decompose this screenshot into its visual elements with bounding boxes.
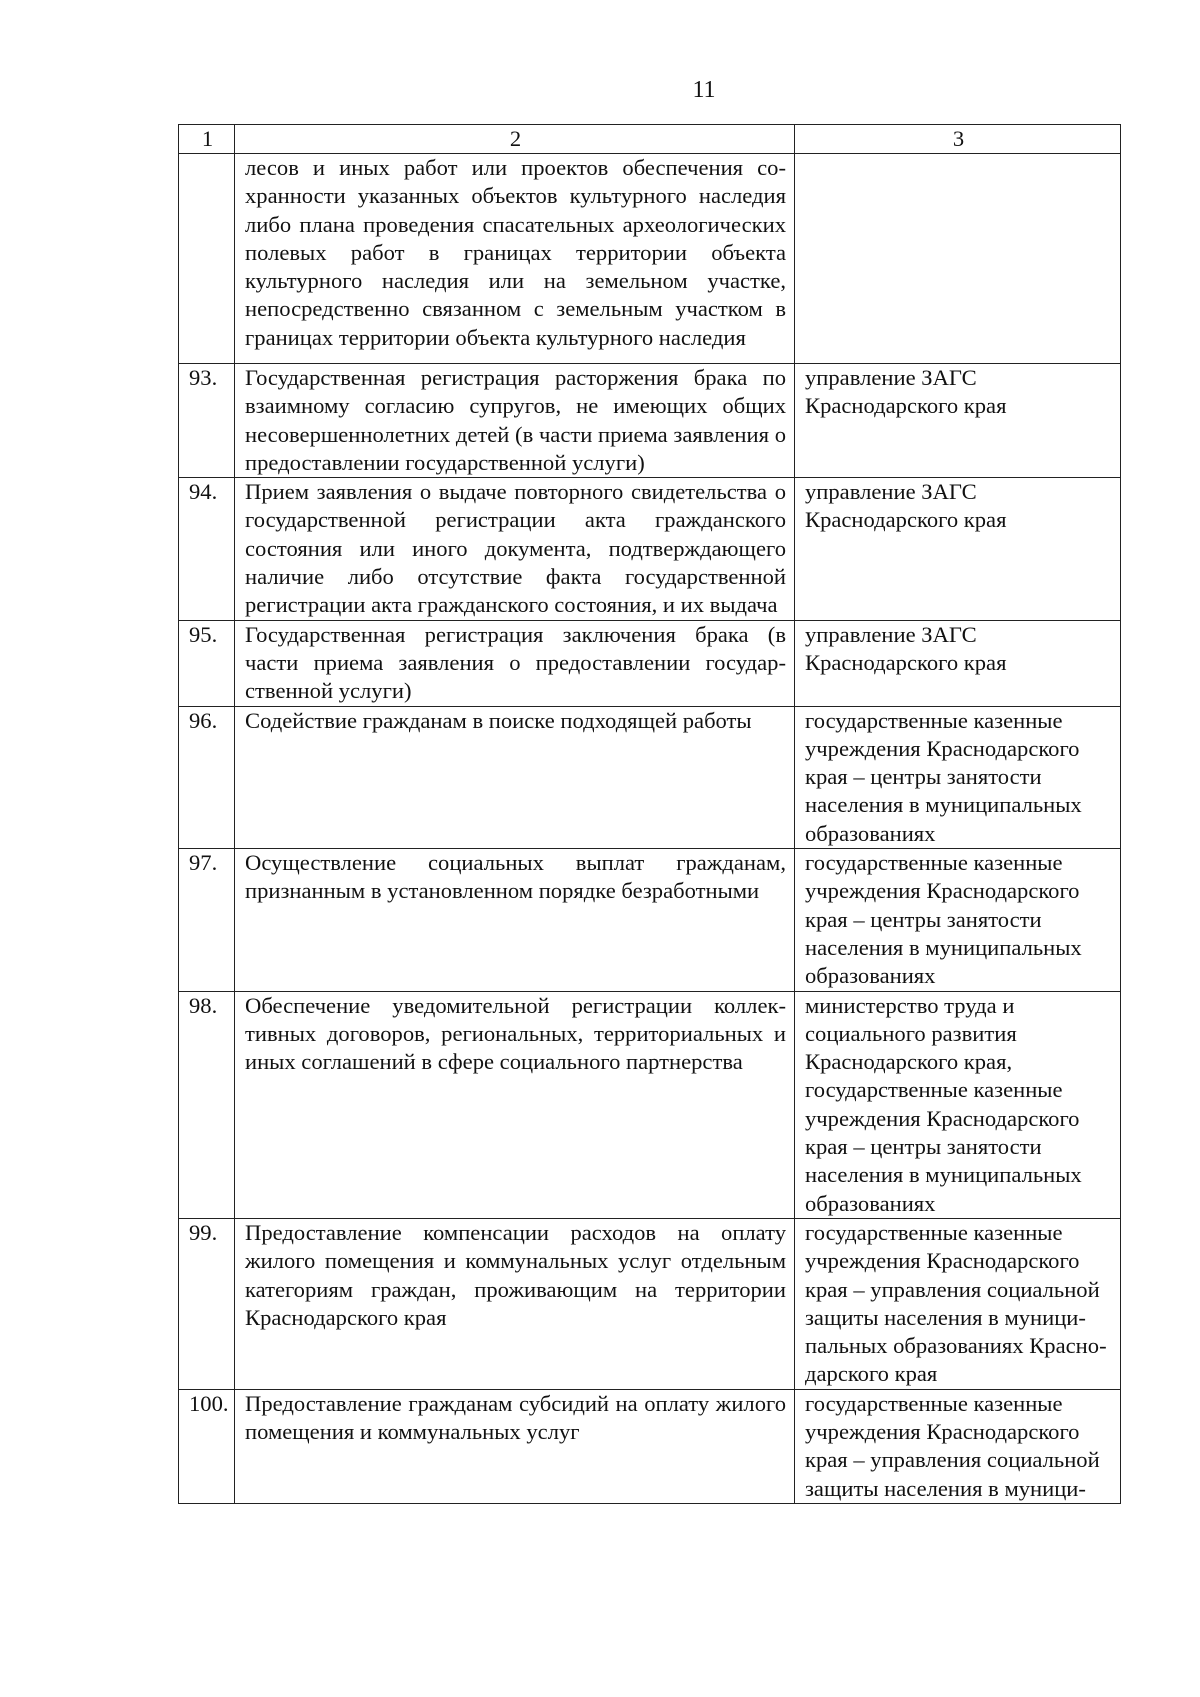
row-number: 95. — [179, 620, 235, 706]
service-description: Прием заявления о выдаче повторного свидетельства о государственной регистрации акта гражданского состояния или иного документа, подтверждающего наличие либо отсутствие факта государственной регистрации акта гражданского состояния, и их выдача — [235, 478, 795, 620]
table-row — [179, 991, 1121, 1218]
column-header-1: 1 — [179, 125, 235, 154]
responsible-organization: министерство труда и социального развития Краснодарского края, государственные казенные учреждения Краснодарского края – центры занятости населения в муниципальных образованиях — [795, 991, 1121, 1218]
page-number: 11 — [692, 77, 716, 103]
row-number: 100. — [179, 1389, 235, 1503]
table-row — [179, 1389, 1121, 1503]
service-description: Предоставление компенсации расходов на оплату жилого помещения и коммунальных услуг отдельным категориям граждан, проживающим на территории Краснодарского края — [235, 1218, 795, 1389]
row-number: 98. — [179, 991, 235, 1218]
column-header-2: 2 — [235, 125, 795, 154]
responsible-organization: управление ЗАГС Краснодарского края — [795, 620, 1121, 706]
column-header-3: 3 — [795, 125, 1121, 154]
row-number — [179, 154, 235, 364]
services-table — [178, 124, 1121, 1504]
header-row — [179, 125, 1121, 154]
table-row — [179, 620, 1121, 706]
table-row — [179, 364, 1121, 478]
table-row — [179, 154, 1121, 364]
service-description: лесов и иных работ или проектов обеспечения сохранности указанных объектов культурного наследия либо плана проведения спасательных археологических полевых работ в границах территории объекта культурного наследия или на земельном участке, непосредственно связанном с земельным участком в границах территории объекта культурного наследия — [235, 154, 795, 364]
row-number: 96. — [179, 706, 235, 848]
table-row — [179, 478, 1121, 620]
service-description: Государственная регистрация заключения брака (в части приема заявления о предоставлении государственной услуги) — [235, 620, 795, 706]
responsible-organization: государственные казенные учреждения Краснодарского края – управления социальной защиты населения в муници- — [795, 1389, 1121, 1503]
responsible-organization: государственные казенные учреждения Краснодарского края – центры занятости населения в муниципальных образованиях — [795, 706, 1121, 848]
table-row — [179, 849, 1121, 991]
responsible-organization: государственные казенные учреждения Краснодарского края – управления социальной защиты населения в муниципальных образованиях Краснодарского края — [795, 1218, 1121, 1389]
service-description: Содействие гражданам в поиске подходящей работы — [235, 706, 795, 848]
row-number: 94. — [179, 478, 235, 620]
table-header — [179, 125, 1121, 154]
row-number: 99. — [179, 1218, 235, 1389]
table-body — [179, 154, 1121, 1504]
service-description: Предоставление гражданам субсидий на оплату жилого помещения и коммунальных услуг — [235, 1389, 795, 1503]
service-description: Государственная регистрация расторжения брака по взаимному согласию супругов, не имеющих общих несовершеннолетних детей (в части приема заявления о предоставлении государственной услуги) — [235, 364, 795, 478]
row-number: 93. — [179, 364, 235, 478]
responsible-organization: управление ЗАГС Краснодарского края — [795, 478, 1121, 620]
responsible-organization: государственные казенные учреждения Краснодарского края – центры занятости населения в муниципальных образованиях — [795, 849, 1121, 991]
row-number: 97. — [179, 849, 235, 991]
service-description: Обеспечение уведомительной регистрации коллективных договоров, региональных, территориальных и иных соглашений в сфере социального партнерства — [235, 991, 795, 1218]
responsible-organization — [795, 154, 1121, 364]
service-description: Осуществление социальных выплат гражданам, признанным в установленном порядке безработными — [235, 849, 795, 991]
table-row — [179, 706, 1121, 848]
responsible-organization: управление ЗАГС Краснодарского края — [795, 364, 1121, 478]
table-row — [179, 1218, 1121, 1389]
